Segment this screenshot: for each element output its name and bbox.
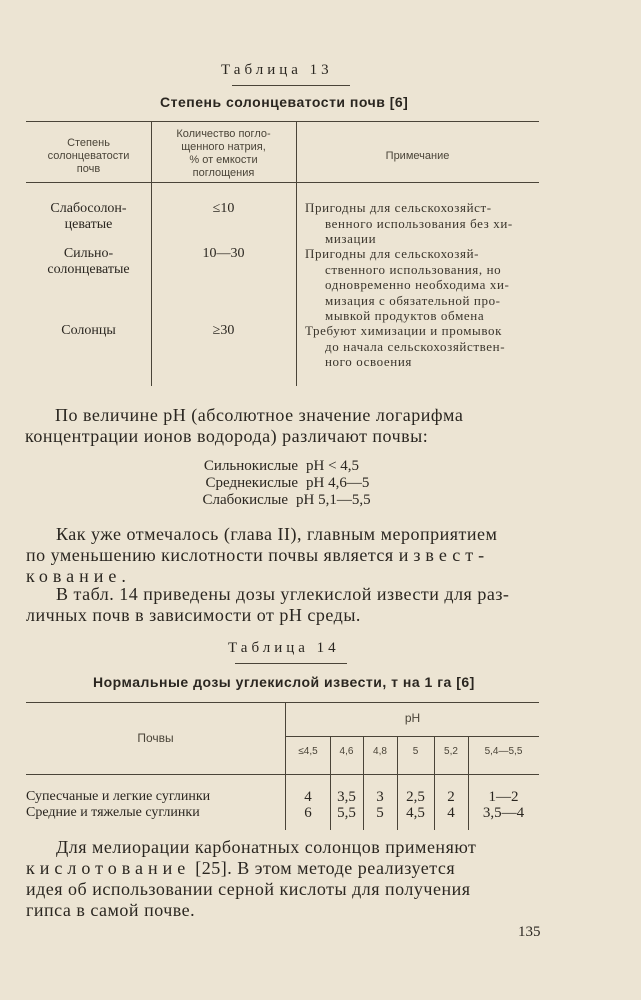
table14-cell: 2,5 xyxy=(406,789,425,805)
table13-title: Степень солонцеватости почв [6] xyxy=(160,94,409,110)
acidity-list-item: Среднекислые рН 4,6—5 xyxy=(205,475,370,491)
table14-ph-col: 5 xyxy=(412,746,419,757)
table13-row1-sodium: ≤10 xyxy=(212,201,235,216)
table14-cell: 2 xyxy=(447,789,455,805)
table13-caption: Таблица 13 xyxy=(221,62,333,78)
table14-cell: 6 xyxy=(304,805,312,821)
table13-row2-note: Пригодны для сельскохозяй- ственного использования, но одновременно необходима хи- мизация с обязательной про- мывкой продуктов обмена xyxy=(305,246,510,323)
table14-cell: 1—2 xyxy=(488,789,519,805)
table14-cell: 4,5 xyxy=(406,805,425,821)
acidity-list xyxy=(150,458,420,509)
paragraph-ph-intro: По величине рН (абсолютное значение логарифма концентрации ионов водорода) различают почвы: xyxy=(25,405,464,446)
table14-top-rule xyxy=(26,702,539,703)
table13-row2-degree: Сильно- солонцеватые xyxy=(47,246,130,277)
table13-header-note: Примечание xyxy=(385,150,450,162)
table14-row xyxy=(26,789,539,806)
table13-row1-note: Пригодны для сельскохозяйст- венного использования без хи- мизации xyxy=(305,200,513,246)
table14-ph-col: 5,2 xyxy=(444,746,458,757)
table14-cell: 3,5 xyxy=(337,789,356,805)
table14-cell: 4 xyxy=(304,789,312,805)
paragraph-acidification: Для мелиорации карбонатных солонцов применяют кислотование [25]. В этом методе реализуется идея об использовании серной кислоты для получения гипса в самой почве. xyxy=(26,837,477,920)
table13-row3-degree: Солонцы xyxy=(61,323,116,338)
table14-row xyxy=(26,805,539,822)
table14-cell: 3,5—4 xyxy=(482,805,525,821)
table14-ph-col: 4,8 xyxy=(373,746,387,757)
table13-top-rule xyxy=(26,121,539,122)
table14-row-soil: Средние и тяжелые суглинки xyxy=(26,805,200,820)
table14-cell: 4 xyxy=(447,805,455,821)
table13-header-sodium: Количество погло- щенного натрия, % от емкости поглощения xyxy=(176,128,271,179)
table14-ph-col: 5,4—5,5 xyxy=(484,746,523,757)
table13-row2-sodium: 10—30 xyxy=(202,246,245,261)
table13-header-degree: Степень солонцеватости почв xyxy=(47,137,130,175)
acidity-list-item: Сильнокислые рН < 4,5 xyxy=(203,458,360,474)
table13-caption-rule xyxy=(232,85,350,86)
table14-ph-col: ≤4,5 xyxy=(298,746,318,757)
table14-ph-col: 4,6 xyxy=(339,746,354,757)
table13-row1-degree: Слабосолон- цеватые xyxy=(50,201,127,232)
table14-caption: Таблица 14 xyxy=(228,640,340,656)
table13-row3-sodium: ≥30 xyxy=(212,323,235,338)
table14-cell: 5 xyxy=(376,805,384,821)
table14-caption-rule xyxy=(235,663,347,664)
table14-title: Нормальные дозы углекислой извести, т на 1 га [6] xyxy=(93,674,475,690)
table13-row3-note: Требуют химизации и промывок до начала сельскохозяйствен- ного освоения xyxy=(305,323,506,369)
acidity-list-item: Слабокислые рН 5,1—5,5 xyxy=(202,492,371,508)
table14-header-soils: Почвы xyxy=(137,731,174,745)
table14-header-rule xyxy=(26,774,539,775)
paragraph-table14-ref: В табл. 14 приведены дозы углекислой извести для раз- личных почв в зависимости от рН среды. xyxy=(26,584,510,625)
table14-ph-rule xyxy=(286,736,539,737)
table14-cell: 3 xyxy=(376,789,384,805)
table14-row-soil: Супесчаные и легкие суглинки xyxy=(26,789,211,804)
table13-header-rule xyxy=(26,182,539,183)
page-number: 135 xyxy=(518,924,541,940)
paragraph-liming: Как уже отмечалось (глава II), главным мероприятием по уменьшению кислотности почвы является извест- кование. xyxy=(26,524,498,586)
table14-cell: 5,5 xyxy=(337,805,356,821)
table14-header-ph: рН xyxy=(404,711,421,725)
